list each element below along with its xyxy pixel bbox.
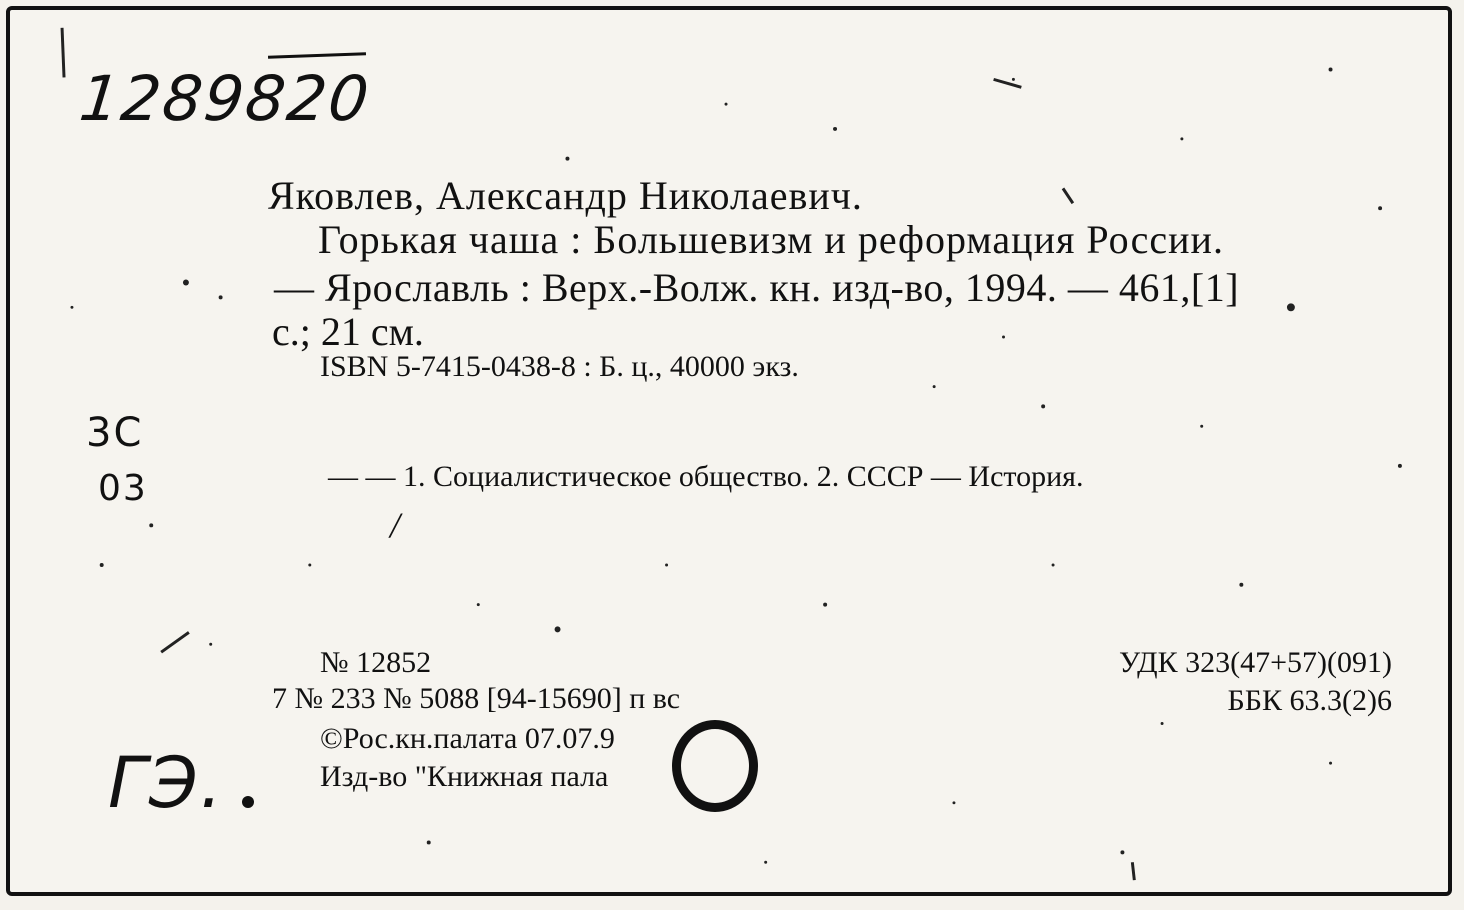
signature-dot xyxy=(242,796,254,808)
accession-number: 1289820 xyxy=(76,62,374,135)
pencil-mark: / xyxy=(390,505,401,545)
author-heading: Яковлев, Александр Николаевич. xyxy=(268,173,863,218)
control-numbers: 7 № 233 № 5088 [94-15690] п вс xyxy=(272,682,681,715)
accession-overline xyxy=(268,52,366,58)
publisher-line: Изд-во "Книжная пала xyxy=(320,760,609,793)
book-title: Горькая чаша : Большевизм и реформация России. xyxy=(318,217,1224,262)
bbk-classification: ББК 63.3(2)6 xyxy=(1227,684,1392,717)
physical-description: с.; 21 см. xyxy=(272,309,424,354)
card-number: № 12852 xyxy=(320,646,432,679)
imprint: — Ярославль : Верх.-Волж. кн. изд-во, 1994. — 461,[1] xyxy=(274,265,1240,310)
card-hole-ring xyxy=(672,720,758,812)
udk-classification: УДК 323(47+57)(091) xyxy=(1118,646,1392,679)
handwritten-signature-mark: ГЭ. xyxy=(108,742,225,824)
isbn-line: ISBN 5-7415-0438-8 : Б. ц., 40000 экз. xyxy=(320,350,799,383)
subject-headings: — — 1. Социалистическое общество. 2. СССР — История. xyxy=(328,460,1084,493)
margin-code-1: 3С xyxy=(86,410,144,456)
copyright-line: ©Рос.кн.палата 07.07.9 xyxy=(320,722,615,755)
margin-code-2: 03 xyxy=(98,468,148,509)
catalog-card xyxy=(6,6,1452,896)
